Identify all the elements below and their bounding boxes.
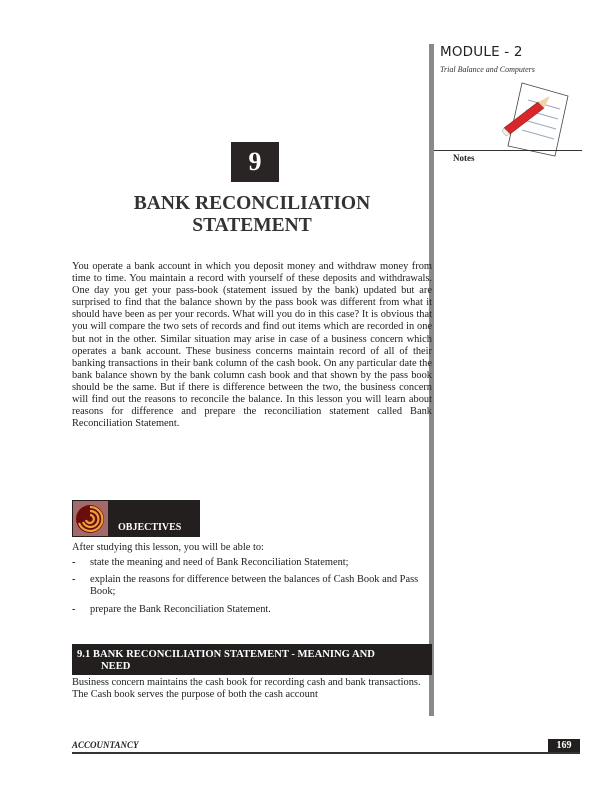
objective-text: explain the reasons for difference between the balances of Cash Book and Pass Book; bbox=[90, 574, 419, 597]
intro-paragraph: You operate a bank account in which you deposit money and withdraw money from time to time. You maintain a record with yourself of these deposits and withdrawals. One day you get your pass-book (statement issued by the bank) updated but are surprised to find that the balance shown by the pass book was different from what it should have been as per your records. What will you do in this case? It is obvious that you will compare the two sets of records and find out items which are recorded in one but not in the other. Similar situation may arise in case of a business concern which operates a bank account. These business concerns maintain record of all of their banking transactions in their bank column of the cash book. On any particular date the bank balance shown by the bank column cash book and that shown by the pass book should be the same. But if there is difference between the two, the business concern will find out the reasons to reconcile the balance. In this lesson you will learn about reasons for difference and prepare the reconciliation statement called Bank Reconciliation Statement. bbox=[72, 261, 432, 430]
footer-rule bbox=[72, 752, 580, 754]
section-paragraph: Business concern maintains the cash book for recording cash and bank transactions. The Cash book serves the purpose of both the cash account bbox=[72, 677, 421, 701]
objective-item bbox=[72, 557, 432, 569]
objective-item bbox=[72, 574, 432, 598]
bullet: - bbox=[72, 574, 76, 585]
notes-label: Notes bbox=[453, 153, 475, 163]
notepad-pencil-icon bbox=[500, 78, 570, 158]
section-heading-line: 9.1 BANK RECONCILIATION STATEMENT - MEANING AND bbox=[77, 649, 375, 660]
bullet: - bbox=[72, 557, 76, 568]
page-number: 169 bbox=[548, 739, 580, 752]
bullet: - bbox=[72, 604, 76, 615]
footer-subject: ACCOUNTANCY bbox=[72, 740, 139, 750]
section-heading-line: NEED bbox=[101, 661, 131, 672]
title-line: BANK RECONCILIATION bbox=[133, 193, 371, 214]
chapter-title bbox=[72, 193, 432, 237]
objective-text: prepare the Bank Reconciliation Statement. bbox=[90, 604, 271, 615]
spiral-icon bbox=[73, 501, 108, 536]
notes-rule bbox=[434, 150, 582, 151]
module-subtitle: Trial Balance and Computers bbox=[440, 65, 535, 74]
objectives-lead: After studying this lesson, you will be able to: bbox=[72, 542, 264, 553]
title-line: STATEMENT bbox=[192, 215, 312, 236]
section-heading bbox=[72, 644, 432, 675]
objective-item bbox=[72, 604, 432, 616]
objective-text: state the meaning and need of Bank Reconciliation Statement; bbox=[90, 557, 349, 568]
objectives-banner bbox=[72, 500, 200, 537]
objectives-label: OBJECTIVES bbox=[118, 522, 182, 533]
module-label: MODULE - 2 bbox=[440, 44, 523, 60]
chapter-number: 9 bbox=[231, 142, 279, 182]
